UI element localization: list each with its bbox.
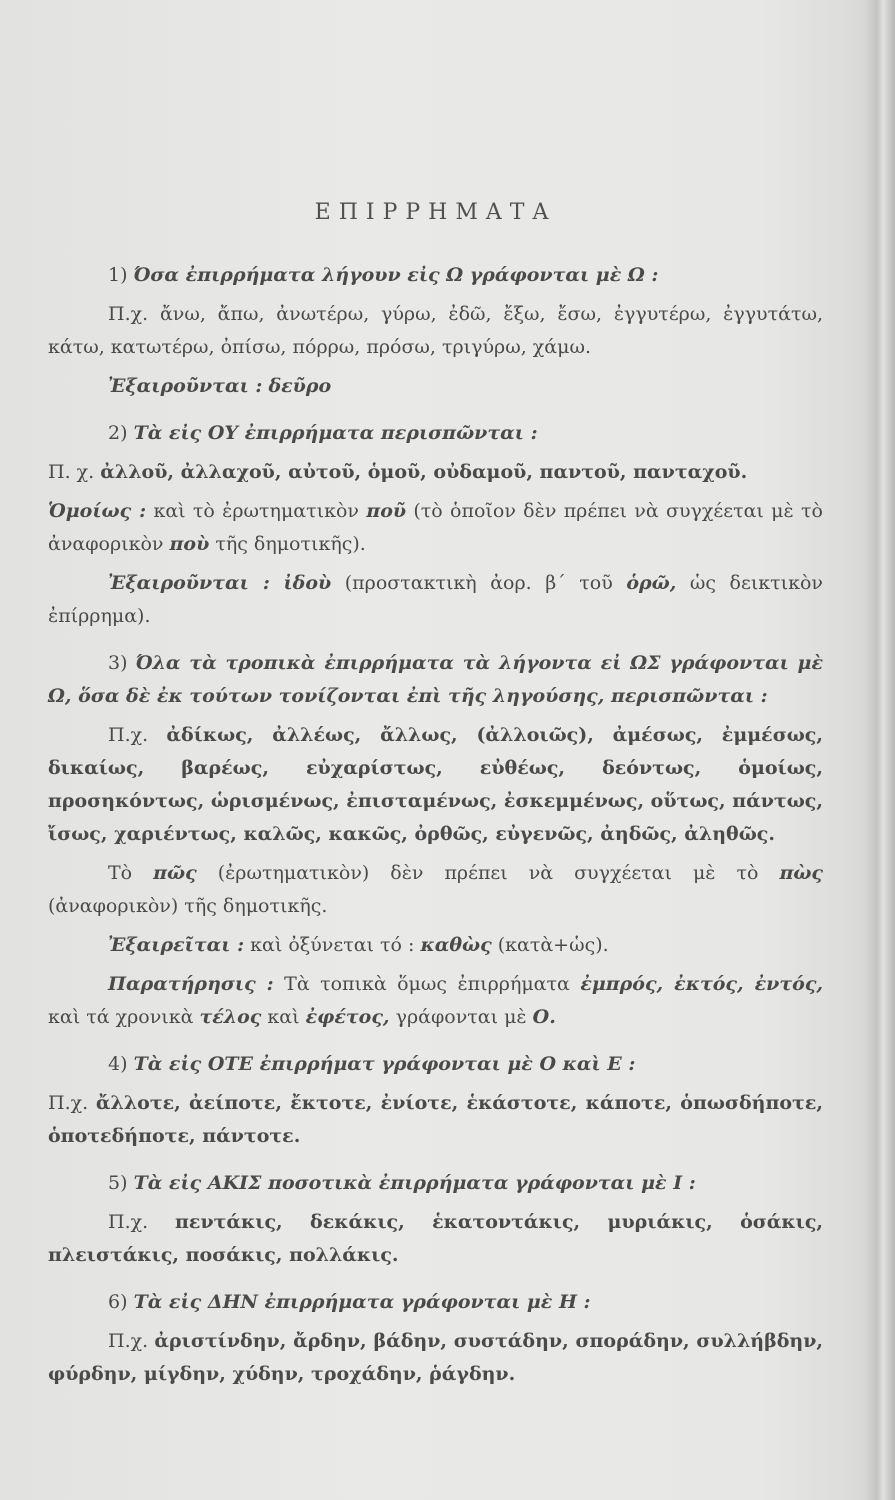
section-1-example-text: ἄνω, ἄπω, ἀνωτέρω, γύρω, ἐδῶ, ἔξω, ἔσω, ἐγγυτέρω, ἐγγυτάτω, κάτω, κατωτέρω, ὀπίσω, πόρρω, πρόσω, τριγύρω, χάμω.: [48, 303, 823, 358]
section-3-observation-text-a: Τὰ τοπικὰ ὅμως ἐπιρρήματα: [284, 973, 570, 995]
section-3-observation-word-1: ἐμπρός, ἐκτός, ἐντός,: [580, 973, 824, 995]
section-2-similarly: [48, 495, 823, 561]
section-3-examples: [48, 719, 823, 851]
section-3-observation-text-c: καὶ: [267, 1006, 300, 1028]
section-2-exceptions: [48, 567, 823, 633]
section-2-example-label: Π. χ.: [48, 461, 95, 483]
section-5-example-text: πεντάκις, δεκάκις, ἑκατοντάκις, μυριάκις, ὁσάκις, πλειστάκις, ποσάκις, πολλάκις.: [48, 1211, 824, 1266]
section-2-exception-word: ἰδοὺ: [283, 572, 332, 594]
section-3-number: 3): [108, 652, 128, 674]
section-3-rule: [48, 647, 823, 713]
section-3-exception-label: Ἐξαιρεῖται :: [108, 934, 245, 956]
section-5-examples: [48, 1206, 823, 1272]
section-6-example-text: ἀριστίνδην, ἄρδην, βάδην, συστάδην, σποράδην, συλλήβδην, φύρδην, μίγδην, χύδην, τροχάδην, ῥάγδην.: [48, 1330, 823, 1385]
section-6-number: 6): [108, 1291, 128, 1313]
section-3-exception: [48, 929, 823, 962]
section-2-rule-text: Τὰ εἰς ΟΥ ἐπιρρήματα περισπῶνται :: [133, 422, 538, 444]
section-3-exception-word: καθὼς: [420, 934, 492, 956]
section-3-note-text-b: (ἐρωτηματικὸν) δὲν πρέπει νὰ συγχέεται μὲ τὸ: [217, 862, 759, 884]
section-3-observation-label: Παρατήρησις :: [108, 973, 274, 995]
section-6-example-label: Π.χ.: [108, 1330, 149, 1352]
section-2-similarly-text-a: καὶ τὸ ἐρωτηματικὸν: [153, 500, 359, 522]
section-5-rule-text: Τὰ εἰς ΑΚΙΣ ποσοτικὰ ἐπιρρήματα γράφονται μὲ Ι :: [133, 1172, 696, 1194]
section-2-example-text: ἀλλοῦ, ἀλλαχοῦ, αὐτοῦ, ὁμοῦ, οὐδαμοῦ, παντοῦ, πανταχοῦ.: [100, 461, 748, 483]
section-3-exception-text-a: καὶ ὀξύνεται τό :: [250, 934, 415, 956]
section-4-rule: [48, 1048, 823, 1081]
section-3-observation-text-b: καὶ τά χρονικὰ: [48, 1006, 194, 1028]
section-3-observation-text-d: γράφονται μὲ: [395, 1006, 527, 1028]
section-3-example-label: Π.χ.: [108, 724, 149, 746]
section-3-note: [48, 857, 823, 923]
section-2-exception-word-2: ὁρῶ,: [626, 572, 677, 594]
section-6-rule-text: Τὰ εἰς ΔΗΝ ἐπιρρήματα γράφονται μὲ Η :: [133, 1291, 591, 1313]
section-3-observation-word-2: τέλος: [199, 1006, 262, 1028]
section-2-similarly-text-b: (τὸ ὁποῖον δὲν πρέπει νὰ συγχέεται μὲ τὸ ἀναφορικὸν: [48, 500, 823, 555]
section-2-pou-relative: ποὺ: [169, 533, 210, 555]
section-2-similarly-text-c: τῆς δημοτικῆς).: [215, 533, 366, 555]
section-3-rule-text: Όλα τὰ τροπικὰ ἐπιρρήματα τὰ λήγοντα εἰ ΩΣ γράφονται μὲ Ω, ὅσα δὲ ἐκ τούτων τονίζονται ἐπὶ τῆς ληγούσης, περισπῶνται :: [48, 652, 824, 707]
section-2-exception-label: Ἐξαιροῦνται :: [108, 572, 270, 594]
section-1-example-label: Π.χ.: [108, 303, 149, 325]
section-5-example-label: Π.χ.: [108, 1211, 149, 1233]
section-2-pou-interrogative: ποῦ: [366, 500, 407, 522]
section-3-pos-relative: πὼς: [779, 862, 824, 884]
section-4-example-label: Π.χ.: [48, 1092, 89, 1114]
page-content: [48, 200, 823, 1397]
page-title: ΕΠΙΡΡΗΜΑΤΑ: [314, 200, 557, 225]
section-3-pos-interrogative: πῶς: [153, 862, 197, 884]
section-2-number: 2): [108, 422, 128, 444]
section-1-exception-text: δεῦρο: [268, 375, 332, 397]
section-3-exception-text-b: (κατὰ+ὡς).: [497, 934, 609, 956]
section-1-exception-label: Ἐξαιροῦνται :: [108, 375, 263, 397]
section-2-similarly-label: Ὁμοίως :: [48, 500, 147, 522]
section-2-examples: [48, 456, 823, 489]
page-edge-shadow: [865, 0, 895, 1500]
section-4-rule-text: Τὰ εἰς ΟΤΕ ἐπιρρήματ γράφονται μὲ Ο καὶ Ε :: [133, 1053, 636, 1075]
section-3-observation: [48, 968, 823, 1034]
section-2-rule: [48, 417, 823, 450]
section-2-exception-text-b: ὡς δεικτικὸν ἐπίρρημα).: [48, 572, 823, 627]
section-6-rule: [48, 1286, 823, 1319]
section-3-note-text-c: (ἀναφορικὸν) τῆς δημοτικῆς.: [48, 895, 328, 917]
section-3-note-text-a: Τὸ: [108, 862, 133, 884]
section-6-examples: [48, 1325, 823, 1391]
section-3-observation-word-4: Ο.: [532, 1006, 556, 1028]
section-1-examples: [48, 298, 823, 364]
section-1-rule-text: Όσα ἐπιρρήματα λήγουν εἰς Ω γράφονται μὲ Ω :: [133, 264, 659, 286]
section-2-exception-text-a: (προστακτικὴ ἀορ. β΄ τοῦ: [344, 572, 613, 594]
section-5-number: 5): [108, 1172, 128, 1194]
section-1-exceptions: [48, 370, 823, 403]
section-4-number: 4): [108, 1053, 128, 1075]
section-4-examples: [48, 1087, 823, 1153]
section-1-rule: [48, 259, 823, 292]
section-3-observation-word-3: ἐφέτος,: [305, 1006, 390, 1028]
section-4-example-text: ἄλλοτε, ἀείποτε, ἔκτοτε, ἐνίοτε, ἑκάστοτε, κάποτε, ὁπωσδήποτε, ὁποτεδήποτε, πάντοτε.: [48, 1092, 823, 1147]
section-3-example-text: ἀδίκως, ἀλλέως, ἄλλως, (ἀλλοιῶς), ἀμέσως, ἐμμέσως, δικαίως, βαρέως, εὐχαρίστως, εὐθέως, δεόντως, ὁμοίως, προσηκόντως, ὡρισμένως, ἐπισταμένως, ἐσκεμμένως, οὕτως, πάντως, ἴσως, χαριέντως, καλῶς, κακῶς, ὀρθῶς, εὐγενῶς, ἀηδῶς, ἀληθῶς.: [48, 724, 823, 845]
section-1-number: 1): [108, 264, 128, 286]
section-5-rule: [48, 1167, 823, 1200]
